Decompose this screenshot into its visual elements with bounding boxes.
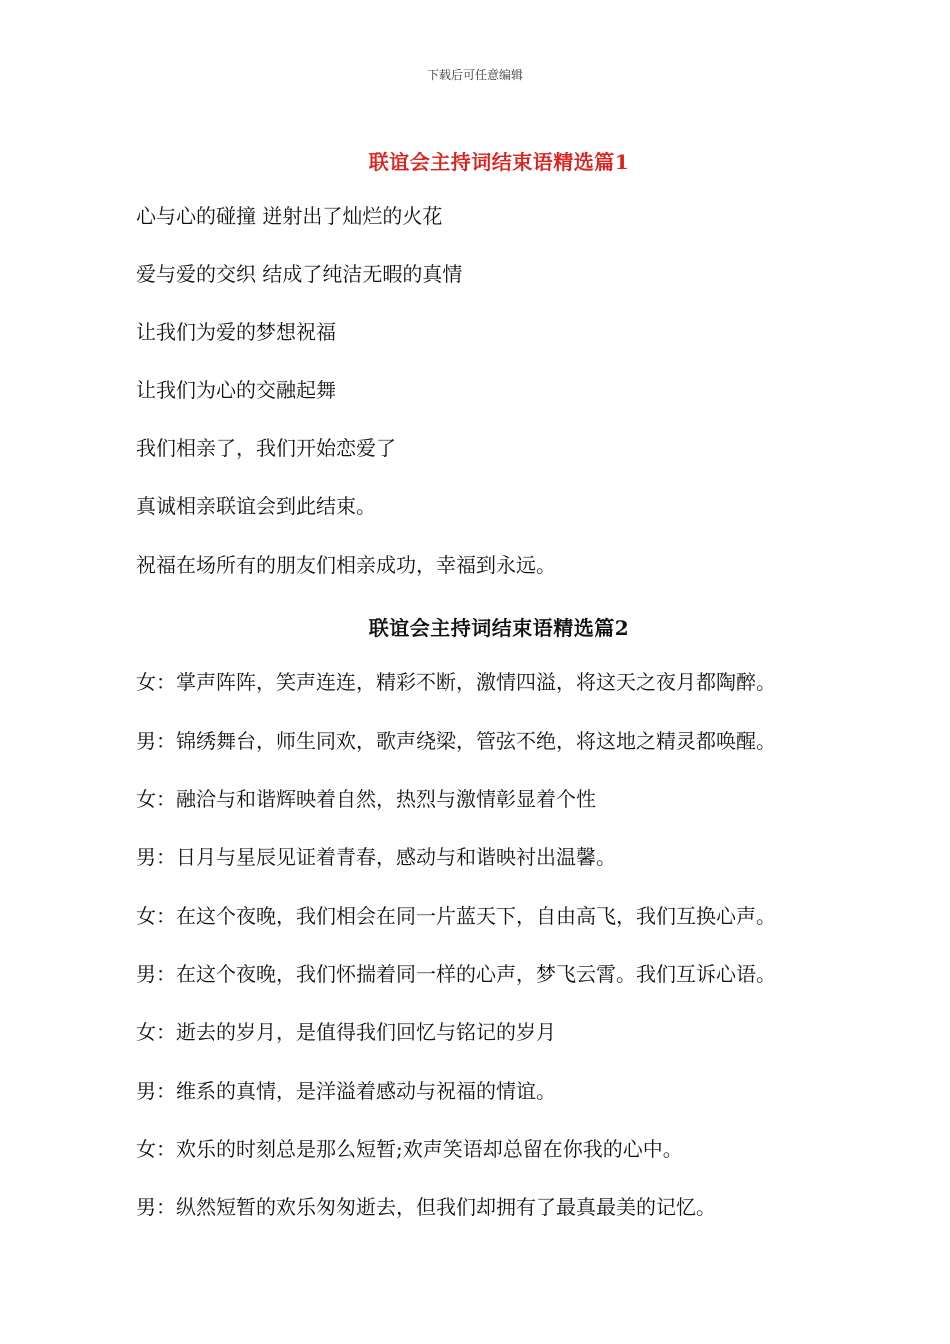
section2-line-5: 女：在这个夜晚，我们相会在同一片蓝天下，自由高飞，我们互换心声。 — [136, 904, 776, 928]
section2-line-6: 男：在这个夜晚，我们怀揣着同一样的心声，梦飞云霄。我们互诉心语。 — [136, 962, 776, 986]
section1-line-7: 祝福在场所有的朋友们相亲成功，幸福到永远。 — [136, 553, 556, 577]
section2-line-8: 男：维系的真情，是洋溢着感动与祝福的情谊。 — [136, 1079, 556, 1103]
section2-line-10: 男：纵然短暂的欢乐匆匆逝去，但我们却拥有了最真最美的记忆。 — [136, 1195, 716, 1219]
section2-title: 联谊会主持词结束语精选篇2 — [368, 616, 630, 640]
section2-line-2: 男：锦绣舞台，师生同欢，歌声绕梁，管弦不绝，将这地之精灵都唤醒。 — [136, 729, 776, 753]
section1-line-2: 爱与爱的交织 结成了纯洁无暇的真情 — [136, 262, 463, 286]
section1-line-3: 让我们为爱的梦想祝福 — [136, 320, 336, 344]
section1-title: 联谊会主持词结束语精选篇1 — [368, 150, 630, 174]
header-note: 下载后可任意编辑 — [426, 68, 523, 82]
section2-line-3: 女：融洽与和谐辉映着自然，热烈与激情彰显着个性 — [136, 787, 596, 811]
section2-line-7: 女：逝去的岁月，是值得我们回忆与铭记的岁月 — [136, 1020, 556, 1044]
section1-line-5: 我们相亲了，我们开始恋爱了 — [136, 436, 396, 460]
section2-line-1: 女：掌声阵阵，笑声连连，精彩不断，激情四溢，将这天之夜月都陶醉。 — [136, 670, 776, 694]
section1-line-4: 让我们为心的交融起舞 — [136, 378, 336, 402]
section2-line-9: 女：欢乐的时刻总是那么短暂;欢声笑语却总留在你我的心中。 — [136, 1137, 683, 1161]
section1-line-6: 真诚相亲联谊会到此结束。 — [136, 494, 376, 518]
section2-line-4: 男：日月与星辰见证着青春，感动与和谐映衬出温馨。 — [136, 845, 616, 869]
section1-line-1: 心与心的碰撞 迸射出了灿烂的火花 — [136, 204, 443, 228]
